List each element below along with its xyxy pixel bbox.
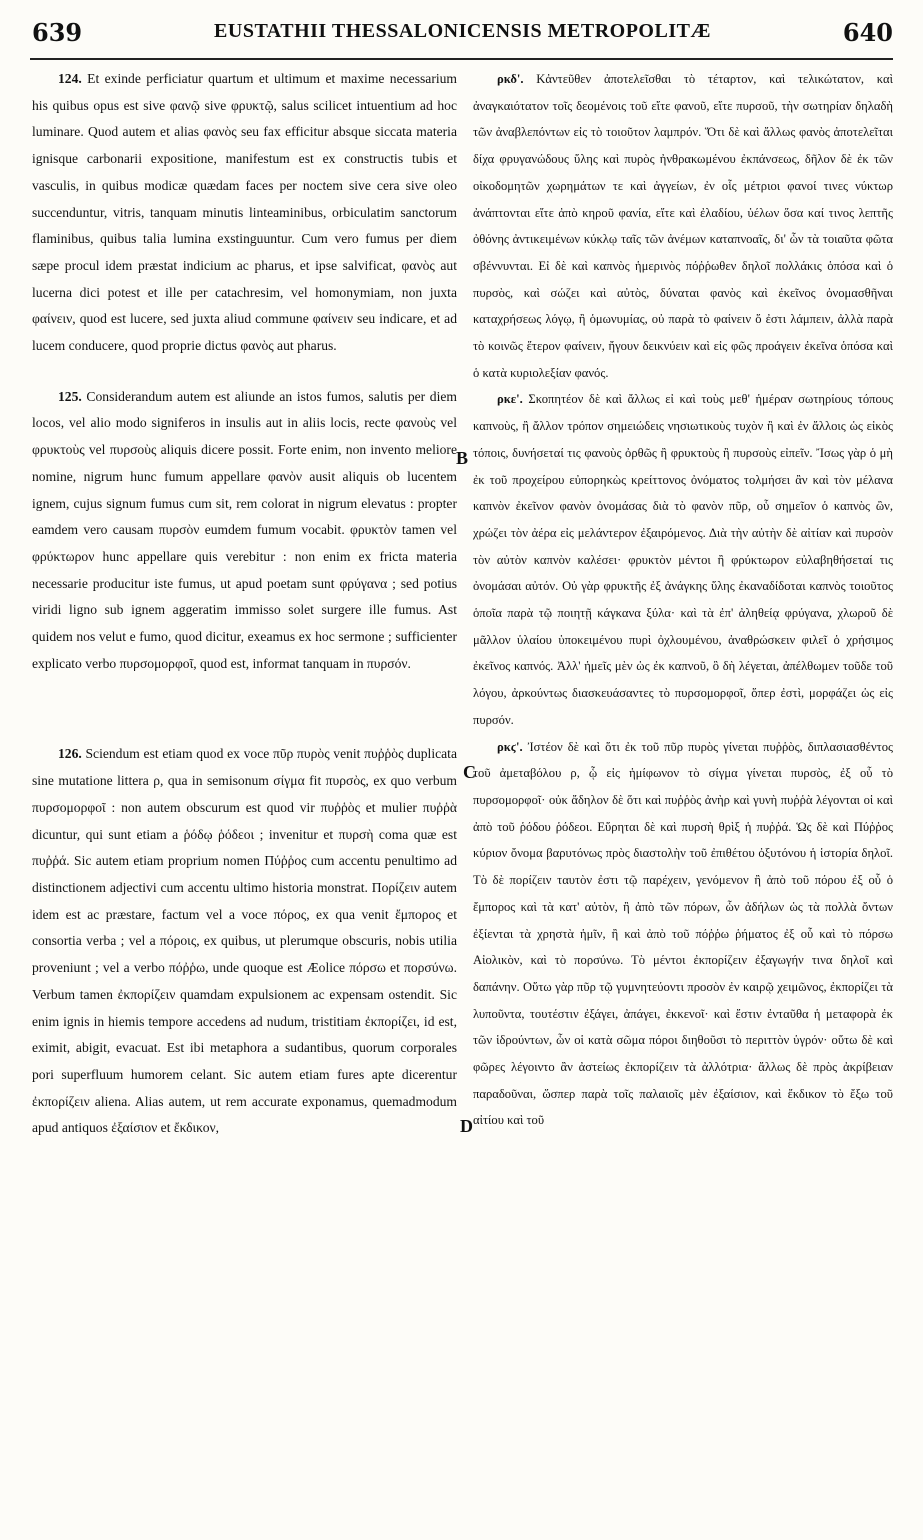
page-number-right: 640 (842, 18, 893, 47)
section-number: 125. (58, 388, 82, 404)
section-126-latin (32, 741, 457, 1142)
margin-marker-c: C (463, 762, 476, 782)
section-number: ρκδ'. (497, 72, 524, 86)
section-126-greek (473, 734, 893, 1135)
section-number: ρκε'. (497, 392, 523, 407)
greek-column (473, 66, 893, 1134)
running-title: EUSTATHII THESSALONICENSIS METROPOLITÆ (214, 20, 711, 42)
section-text: Considerandum autem est aliunde an istos fumos, salutis per diem locos, vel alio modo signiferos in insulis aut in aliis locis, recte φανοὺς vel φρυκτοὺς vel πυρσοὺς aliquis dicere possit. Forte enim, non invento meliore nomine, nigrum hunc fumum appellare φανὸν ausit aliquis ob lucentem ignem, cujus signum fumus cum sit, rem colorat in nigrum elevatus : propter eamdem vero causam πυρσὸν eumdem fumum vocabit. φρυκτὸν tamen vel φρύκτωρον hunc appellare quis verebitur : non enim ex fricta materia necessarie producitur iste fumus, ut apud poetam sunt φρύγανα ; sed potius viridi ligno sub ignem aggeratim immisso solet surgere ille fumus. Ast quidem nos velut e fumo, quod dicitur, exeamus ex hoc sermone ; sufficienter explicato verbo πυρσομορφοῖ, quod est, informat tanquam in πυρσόν. (32, 388, 457, 671)
page-number-left: 639 (32, 18, 83, 47)
section-number: 124. (58, 71, 82, 86)
section-text: Κἀντεῦθεν ἀποτελεῖσθαι τὸ τέταρτον, καὶ τελικώτατον, καὶ ἀναγκαιότατον τοῖς δεομένοις τοῦ εἴτε φανοῦ, εἴτε πυρσοῦ, τὴν σωτηρίαν δηλαδὴ τῶν ἀναβλεπόντων εἰς τὸ τοιοῦτον λαμπρόν. Ὅτι δὲ καὶ ἄλλως φανὸς ἀποτελεῖται δίχα φρυγανώδους ὕλης καὶ πυρὸς ἠνθρακωμένου ἐκπάνσεως, δῆλον δὲ ἐκ τῶν οἰκοδομητῶν χωρημάτων τε καὶ ἀγγείων, ἐν οἷς μέτριοι φανοί τινες νύκτωρ ἀνάπτονται εἴτε ἀπὸ κηροῦ φανία, εἴτε καὶ ἐλαδίου, ὑέλων ὅσα καί τινος λεπτῆς ὀθόνης ἀντικειμένων κύκλῳ ταῖς τῶν ἀνέμων καταπνοαῖς, δι' ὧν τὰ τοιαῦτα φῶτα σβέννυνται. Εἰ δὲ καὶ καπνὸς ἡμερινὸς πόῤῥωθεν δηλοῖ πολλάκις ὁπόσα καὶ ὁ πυρσὸς, καὶ σώζει καὶ αὐτὸς, δύναται φανὸς καὶ ἐκεῖνος ὀνομασθῆναι καταχρήσεως λόγῳ, ἢ ὁμωνυμίας, οὐ παρὰ τὸ φαίνειν ὅ ἐστι λάμπειν, ἀλλὰ παρὰ τὸ κοινῶς ἕτερον φαίνειν, ἤγουν δεικνύειν καὶ εἰς φῶς προάγειν ἐκεῖνα ὁπόσα καὶ ὁ κατὰ κυριολεξίαν φανός. (473, 72, 893, 380)
section-124-latin (32, 66, 457, 360)
latin-column (32, 66, 457, 1142)
section-text: Sciendum est etiam quod ex voce πῦρ πυρὸς venit πυῤῥὸς duplicata sine mutatione littera ρ, qua in semisonum σίγμα fit πυρσὸς, ex quo verbum πυρσομορφοῖ : non autem obscurum est quod vir πυῤῥὸς et mulier πυῤῥὰ dicuntur, qui sunt etiam a ῥόδῳ ῥόδεοι ; invenitur et πυρσὴ coma quæ est πυῤῥά. Sic autem etiam proprium nomen Πύῤῥος cum accentu penultimo ad distinctionem adjectivi cum accentu ultimo historia monstrat. Πορίζειν autem idem est ac præstare, factum vel a voce πόρος, ex qua venit ἔμπορος et consortia verba ; vel a πόροις, ex quibus, ut plerumque obscuris, nobis utilia proveniunt ; vel a verbo πόῤῥω, unde quoque est Æolice πόρσω et πορσύνω. Verbum tamen ἐκπορίζειν quamdam expulsionem ac expensam ostendit. Sic enim ignis in hiemis tempore accedens ad nudum, tristitiam ἐκπορίζει, id est, eximit, abigit, evacuat. Est ibi metaphora a sudantibus, quorum corporales pori superfluum humorem celant. Sic autem etiam fures apte dicerentur ἐκπορίζειν aliena. Alias autem, ut rem accurate exponamus, quemadmodum apud antiquos ἐξαίσιον et ἔκδικον, (32, 746, 457, 1136)
section-125-latin (32, 384, 457, 678)
section-text: Et exinde perficiatur quartum et ultimum et maxime necessarium his quibus opus est sive φανῷ sive φρυκτῷ, salus scilicet intuentium ad hoc luminare. Quod autem et alias φανὸς seu fax efficitur absque siccata materia ignisque carbonarii expositione, manifestum est ex constructis tubis et vasculis, in quibus modicæ quædam faces per noctem sive cera sive oleo succenduntur, vitris, tanquam minutis linteaminibus, orbiculatim sanctorum flaminibus, quibus talia lumina exstinguuntur. Cum vero fumus per diem sæpe procul idem præstat indicium ac pharus, et ipse salvificat, φανὸς aut lucerna dici potest et ille per catachresim, vel homonymiam, non juxta φαίνειν, quod est lucere, sed juxta aliud commune φαίνειν seu indicare, et ad lucem conducere, quod proprie dictus φανὸς aut pharus. (32, 71, 457, 354)
page-header (32, 18, 893, 58)
margin-marker-d: D (460, 1116, 473, 1136)
margin-marker-b: B (456, 448, 469, 468)
header-rule (30, 58, 893, 60)
section-text: Σκοπητέον δὲ καὶ ἄλλως εἰ καὶ τοὺς μεθ' ἡμέραν σωτηρίους τόπους καπνοὺς, ἢ ἄλλον τρόπον σημειώδεις νησιωτικοὺς τυχὸν ἢ καὶ ἐν ἄλλοις ὡς εἰκὸς τόποις, δυνήσεταί τις φανοὺς ὀρθῶς ἢ φρυκτοὺς ἢ πυρσοὺς εἰπεῖν. Ἴσως γὰρ ὁ μὴ ἐκ τοῦ προχείρου εὐπορηκὼς κρείττονος ὀνόματος τολμήσει ἂν καὶ τὸν μέλανα καπνὸν ἐκεῖνον φανὸν ὀνομάσας διὰ τὸ φανὸν πῦρ, οὗ σημεῖον ὁ καπνὸς ὢν, χρώζει τὸν ἀέρα εἰς μελάντερον ἐξαιρόμενος. Διὰ τὴν αὐτὴν δὲ αἰτίαν καὶ πυρσὸν τὸν αὐτὸν καπνὸν καλέσει· φρυκτὸν μέντοι ἢ φρύκτωρον εὐλαβηθήσεταί τις ὀνομάσαι αὐτόν. Οὐ γὰρ φρυκτῆς ἐξ ἀνάγκης ὕλης ἐκαναδίδοται καπνὸς τοιοῦτος ὁποῖα παρὰ τῷ ποιητῇ κάγκανα ξύλα· καὶ τὰ ἐπ' ἀληθείᾳ φρύγανα, χλωροῦ δὲ μᾶλλον ὑλαίου ὑποκειμένου πυρὶ ὀχλουμένου, ἀναθρώσκειν φιλεῖ ὁ χρήσιμος ἐκεῖνος καπνός. Ἀλλ' ἡμεῖς μὲν ὡς ἐκ καπνοῦ, ὃ δὴ λέγεται, ἀπέλθωμεν τοῦδε τοῦ λόγου, ἀρκούντως διασκευάσαντες τὸ πυρσομορφοῖ, ὅπερ ἐστὶ, μορφάζει ὡς εἰς πυρσόν. (473, 392, 893, 727)
section-124-greek (473, 66, 893, 386)
section-125-greek (473, 386, 893, 733)
section-number: ρκϛ'. (497, 739, 523, 754)
section-number: 126. (58, 746, 82, 762)
section-text: Ἰστέον δὲ καὶ ὅτι ἐκ τοῦ πῦρ πυρὸς γίνεται πυῤῥὸς, διπλασιασθέντος τοῦ ἀμεταβόλου ρ, ᾧ εἰς ἡμίφωνον τὸ σίγμα γίνεται πυρσὸς, ἐξ οὗ τὸ πυρσομορφοῖ· οὐκ ἄδηλον δὲ ὅτι καὶ πυῤῥὸς ἀνὴρ καὶ γυνὴ πυῤῥὰ λέγονται οἱ καὶ ἀπὸ τοῦ ῥόδου ῥόδεοι. Εὕρηται δὲ καὶ πυρσὴ θρὶξ ἡ πυῤῥά. Ὡς δὲ καὶ Πύῤῥος κύριον ὄνομα βαρυτόνως πρὸς διαστολὴν τοῦ ἐπιθέτου ὀξυτόνου ἡ ἱστορία δηλοῖ. Τὸ δὲ πορίζειν ταυτὸν ἐστι τῷ παρέχειν, γενόμενον ἢ ἀπὸ τοῦ πόρου ἐξ οὗ ὁ ἔμπορος καὶ τὰ κατ' αὐτὸν, ἢ ἀπὸ τῶν πόρων, ὧν ἀδήλων ὡς τὰ πολλὰ ὄντων ἐξίενται τὰ χρηστὰ ἡμῖν, ἢ καὶ ἀπὸ τοῦ πόῤῥω ῥήματος ἐξ οὗ καὶ τὸ πόρσω Αἰολικὸν, καὶ τὸ πορσύνω. Τὸ μέντοι ἐκπορίζειν ἐξαγωγήν τινα δηλοῖ καὶ δαπάνην. Οὕτω γὰρ πῦρ τῷ γυμνητεύοντι προσὸν ἐν καιρῷ χειμῶνος, ἐκπορίζει τὰ λυποῦντα, τουτέστιν ἐξάγει, ἀπάγει, ἐκκενοῖ· καὶ ἔστιν ἐνταῦθα ἡ μεταφορὰ ἐκ τῶν ἱδρούντων, ὧν οἱ κατὰ σῶμα πόροι διηθοῦσι τὸ περιττὸν ὑγρόν· οὕτω δὲ καὶ φῶρες λέγοιντο ἂν ἀστείως ἐκπορίζειν τὰ ἀλλότρια· ἄλλως δὲ πρὸς ἀκρίβειαν παραδοῦναι, ὥσπερ παρὰ τοῖς παλαιοῖς μὲν ἐξαίσιον, καὶ ἔκδικον τὸ ἔξω τοῦ αἰτίου καὶ τοῦ (473, 739, 893, 1128)
